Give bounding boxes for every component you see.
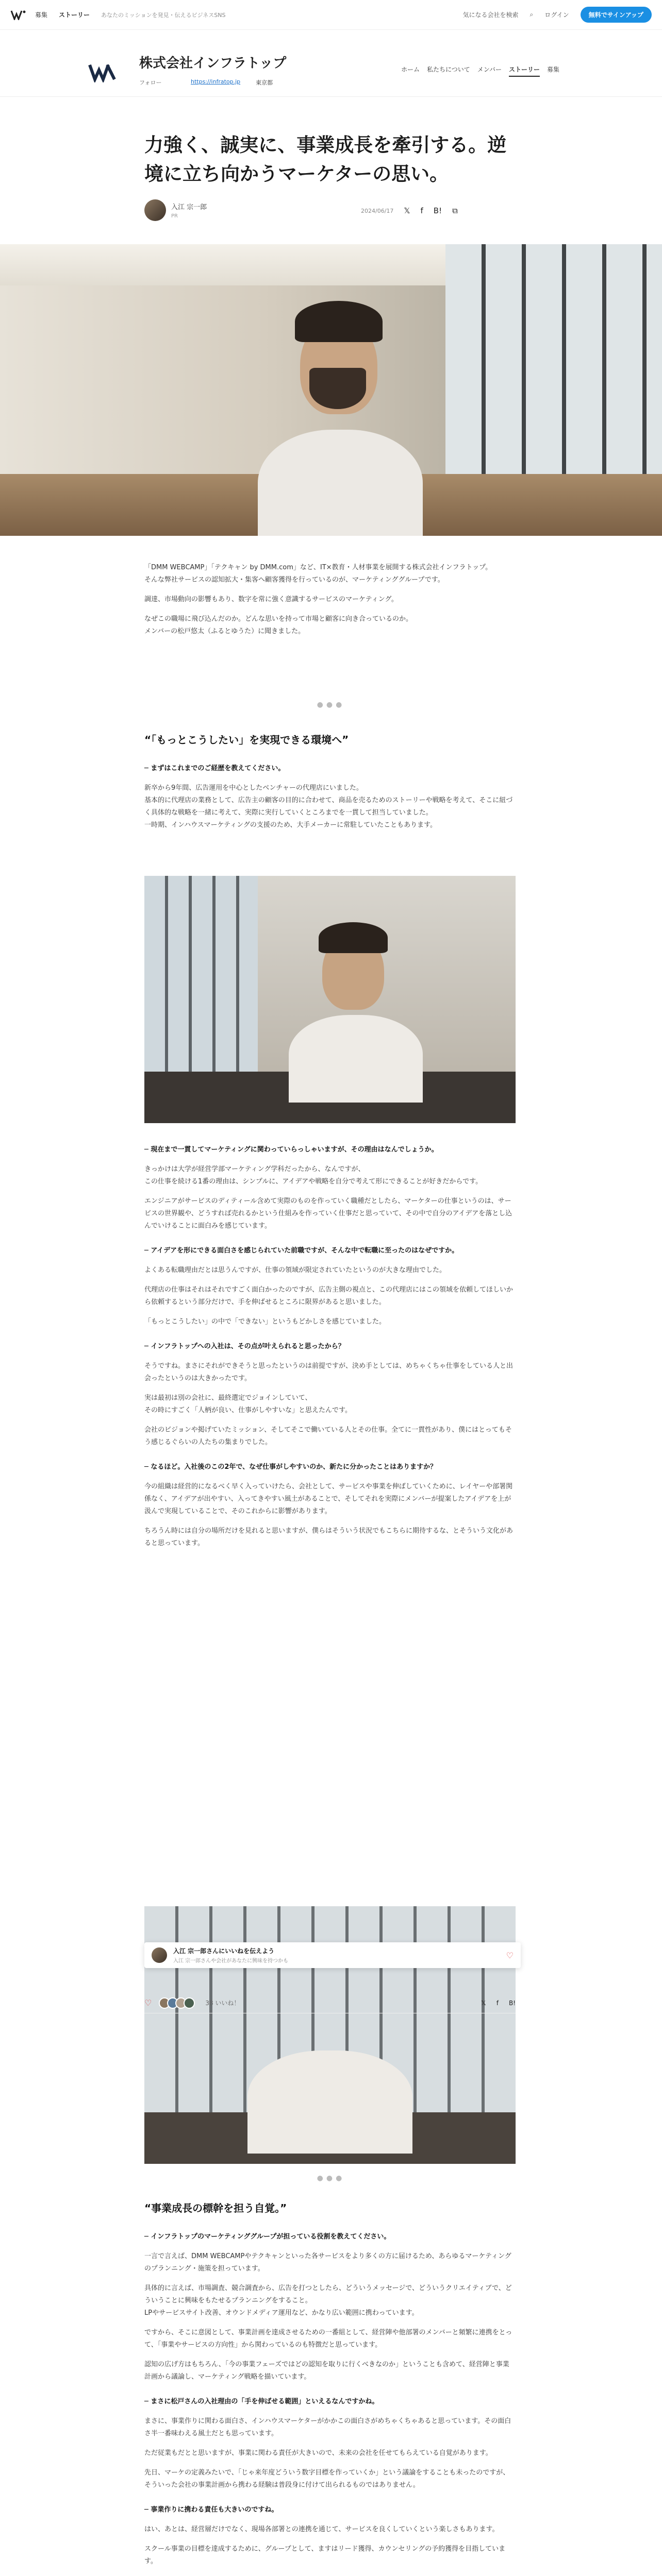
section1-body-2: ─ 現在まで一貫してマーケティングに関わっていらっしゃいますが、その理由はなんでしょうか。 きっかけは大学が経営学部マーケティング学科だったから、なんですが、 この仕事を続ける1番の理由は、シンプルに、アイデアや戦略を自分で考えて形にできることが好きだからです。 エンジニアがサービスのディティール含めて実際のものを作っていく職種だとしたら、マーケターの仕事というのは、サービスの世界観や、どうすれば売れるかという仕組みを作っていく仕事だと思っていて、その中で自分のアイデアを落とし込んでいけることに面白みを感じています。 ─ アイデアを形にできる面白さを感じられていた前職ですが、そんな中で転職に至ったのはなぜですか。 よくある転職理由だとは思うんですが、仕事の領域が限定されていたというのが大きな理由でした。 代理店の仕事はそれはそれですごく面白かったのですが、広告主側の視点と、この代理店にはこの領域を依頼してほしいから依頼するという部分だけで、手を伸ばせるところに限界があると思いました。 「もっとこうしたい」の中で「できない」というもどかしさを感じていました。 ─ インフラトップへの入社は、その点が叶えられると思ったから？ そうですね。まさにそれができそうと思ったというのは前提ですが、決め手としては、めちゃくちゃ仕事をしている人と出会ったというのは大きかったです。 実は最初は別の会社に、最終選定でジョインしていて、 その時にすごく「人柄が良い、仕事がしやすいな」と思えたんです。 会社のビジョンや掲げていたミッション、そしてそこで働いている人とその仕事。全てに一貫性があり、僕にはとってもそう感じるぐらいの人たちの集まりでした。 ─ なるほど。入社後のこの2年で、なぜ仕事がしやすいのか、新たに分かったことはありますか？ 今の組織は経営的になるべく早く入っていけたら、会社として、サービスや事業を伸ばしていくために、レイヤーや部署関係なく、アイデアが出やすい、入ってきやすい風土があることで、そしてそれを実際にメンバーが提案したアイデアを上が汲んで実現していることで、そのこれからに影響があります。 ちろうん時には自分の場所だけを見れると思いますが、僕らはそういう状況でもこちらに期待するな、とそういう文化があると思っています。 (144, 1146, 514, 1547)
section1-body: ─ まずはこれまでのご経歴を教えてください。 新卒から9年間、広告運用を中心としたベンチャーの代理店にいました。 基本的に代理店の業務として、広告主の顧客の目的に合わせて、商品を売るためのストーリーや戦略を考えて、そこに紐づく具体的な戦略を一緒に考えて、実際に実行していくところまでを一貫して担当していました。 一時期、インハウスマーケティングの支援のため、大手メーカーに常駐していたこともあります。 (144, 762, 516, 839)
author-avatar-small (152, 1947, 167, 1963)
company-nav-jobs[interactable]: 募集 (547, 66, 559, 73)
company-nav-home[interactable]: ホーム (401, 66, 420, 73)
action-bar (144, 1993, 516, 2013)
like-prompt-title: 入江 宗一郎さんにいいねを伝えよう (173, 1947, 275, 1955)
like-count[interactable]: 38 いいね！ (205, 1999, 240, 2007)
company-nav (401, 65, 559, 77)
global-header (0, 0, 662, 30)
nav-recruit[interactable]: 募集 (35, 11, 48, 19)
author-role: PR (171, 213, 178, 219)
heart-icon[interactable]: ♡ (506, 1950, 514, 1960)
company-nav-members[interactable]: メンバー (477, 66, 502, 73)
facebook-share-icon[interactable]: f (420, 206, 423, 215)
heart-icon[interactable]: ♡ (144, 1998, 152, 2008)
search-icon[interactable]: ⌕ (529, 11, 534, 18)
hatena-share-icon[interactable]: B! (508, 1999, 516, 2007)
company-logo[interactable] (88, 62, 119, 82)
article-date: 2024/06/17 (361, 207, 394, 214)
liker-avatars[interactable] (162, 1997, 195, 2009)
hatena-share-icon[interactable]: B! (433, 206, 442, 215)
company-url[interactable]: https://infratop.jp (191, 78, 241, 85)
author-avatar[interactable] (144, 199, 166, 221)
article-title: 力強く、誠実に、事業成長を牽引する。逆境に立ち向かうマーケターの思い。 (144, 134, 507, 185)
interview-photo-1 (144, 876, 516, 1123)
promo-text: あなたのミッションを発見・伝えるビジネスSNS (101, 11, 226, 19)
nav-stories[interactable]: ストーリー (59, 11, 90, 19)
intro-text: 「DMM WEBCAMP」「テクキャン by DMM.com」など、IT×教育・人材事業を展開する株式会社インフラトップ。 そんな弊社サービスの認知拡大・集客へ顧客獲得を行っているのが、マーケティンググループです。 調達、市場動向の影響もあり、数字を常に強く意識するサービスのマーケティング。 なぜこの職場に飛び込んだのか。どんな思いを持って市場と顧客に向き合っているのか。 メンバーの松戸悠太（ふるとゆうた）に聞きました。 (144, 564, 492, 635)
section-title-2: “事業成長の標幹を担う自覚。” (144, 2202, 287, 2214)
wantedly-logo[interactable] (10, 10, 26, 20)
signup-button[interactable]: 無料でサインアップ (581, 7, 652, 23)
divider: ●●● (317, 2174, 345, 2182)
company-name[interactable]: 株式会社インフラトップ (139, 56, 287, 71)
section2-body: ─ インフラトップのマーケティンググループが担っている役割を教えてください。 一言で言えば、DMM WEBCAMPやテクキャンといった各サービスをより多くの方に届けるため、あらゆるマーケティングのプランニング・施策を担っています。 具体的に言えば、市場調査、競合調査から、広告を打つとしたら、どういうメッセージで、どういうクリエイティブで、どういうことに興味をもたせるプランニングをすること。 LPやサービスサイト改善、オウンドメディア運用など、かなり広い範囲に携わっています。 ですから、そこに意図として、事業計画を達成させるための一番組として、経営陣や他部署のメンバーと頻繁に連携をとって、「事業やサービスの方向性」から関わっているのも特徴だと思っています。 認知の広げ方はもちろん、「今の事業フェーズではどの認知を取りに行くべきなのか」ということも含めて、経営陣と事業計画から議論し、マーケティング戦略を描いています。 ─ まさに松戸さんの入社理由の「手を伸ばせる範囲」といえるなんですかね。 まさに、事業作りに関わる面白さ、インハウスマーケターがかかこの面白さがめちゃくちゃあると思っています。その面白さ半一番味わえる風土だとも思っています。 ただ従業もだとと思いますが、事業に関わる責任が大きいので、未来の会社を任せてもらえている自覚があります。 先日、マーケの定義みたいで、「じゃ来年度どういう数字目標を作っていくか」という議論をすることも未ったのですが、そういった会社の事業計画から携わる経験は普段身に付けて出られるものではありません。 ─ 事業作りに携わる責任も大きいのですね。 はい、あとは、経営層だけでなく、現場各部署との連携を通じて、サービスを良くしていくという楽しさもあります。 スクール事業の目標を達成するために、グループとして、ますはリード獲得、カウンセリングの予約獲得を目指しています。 (144, 2233, 512, 2565)
facebook-share-icon[interactable]: f (496, 1999, 499, 2007)
hero-image (0, 244, 662, 536)
like-prompt-bar[interactable] (144, 1942, 521, 1968)
company-header (0, 30, 662, 97)
article-meta (361, 206, 458, 215)
author-block[interactable] (144, 199, 207, 221)
login-link[interactable]: ログイン (544, 11, 569, 19)
section-title-1: “「もっとこうしたい」を実現できる環境へ” (144, 734, 349, 746)
link-share-icon[interactable]: ⧉ (452, 206, 458, 215)
x-share-icon[interactable]: 𝕏 (404, 206, 410, 215)
search-input[interactable]: 気になる会社を検索 (462, 11, 519, 19)
divider: ●●● (317, 701, 345, 709)
question: ─ まずはこれまでのご経歴を教えてください。 (144, 765, 285, 772)
company-location: 東京都 (256, 79, 273, 86)
follow-button[interactable]: フォロー (139, 79, 162, 86)
company-nav-about[interactable]: 私たちについて (427, 66, 470, 73)
company-nav-stories[interactable]: ストーリー (509, 65, 540, 77)
author-name[interactable]: 入江 宗一郎 (171, 204, 207, 211)
like-prompt-sub: 入江 宗一郎さんや会社があなたに興味を持つかも (173, 1958, 289, 1964)
x-share-icon[interactable]: 𝕏 (481, 1999, 486, 2007)
